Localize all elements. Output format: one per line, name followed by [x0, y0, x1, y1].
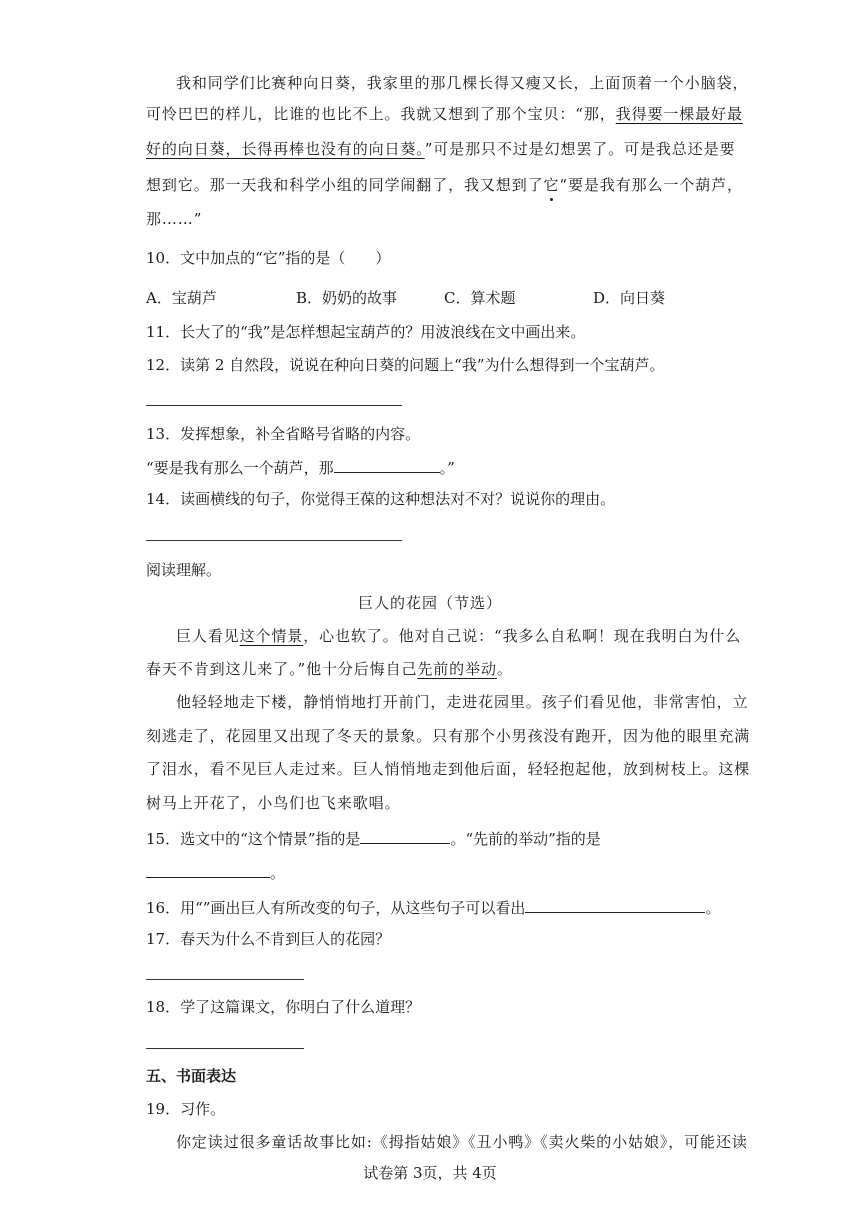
blank-15-a[interactable]: [360, 827, 450, 844]
option-a[interactable]: A．宝葫芦: [146, 289, 217, 307]
question-text: 。: [270, 864, 286, 882]
question-18: 18．学了这篇课文，你明白了什么道理？: [146, 998, 421, 1016]
question-text: 。“先前的举动”指的是: [450, 830, 601, 848]
question-text: 。: [705, 899, 721, 917]
blank-15-b[interactable]: [146, 861, 270, 878]
underlined-phrase: 先前的举动: [417, 660, 497, 678]
underlined-sentence: 好的向日葵，长得再棒也没有的向日葵。: [146, 140, 425, 158]
passage1-line-5: [146, 209, 202, 229]
fill-text: 。”: [439, 459, 455, 477]
passage1-line-2: [146, 104, 743, 124]
passage2-p1-line-2: [146, 659, 513, 679]
answer-line-18[interactable]: [146, 1048, 304, 1049]
question-12: 12．读第 2 自然段，说说在种向日葵的问题上“我”为什么想得到一个宝葫芦。: [146, 356, 665, 374]
question-13: 13．发挥想象，补全省略号省略的内容。: [146, 425, 421, 443]
passage2-text: ，心也软了。他对自己说：“我多么自私啊！现在我明白为什么: [303, 627, 742, 645]
blank-16[interactable]: [525, 896, 705, 913]
question-19: 19．习作。: [146, 1100, 226, 1118]
passage2-text: 春天不肯到这儿来了。”他十分后悔自己: [146, 660, 418, 678]
passage2-text: 巨人看见: [176, 627, 240, 645]
passage2-p2-line-4: 树马上开花了，小鸟们也飞来歌唱。: [146, 794, 401, 812]
reading-label: 阅读理解。: [146, 561, 222, 579]
question-16: [146, 896, 720, 918]
passage2-p2-line-2: 刻逃走了，花园里又出现了冬天的景象。只有那个小男孩没有跑开，因为他的眼里充满: [146, 727, 751, 745]
section-title: 五、书面表达: [146, 1067, 237, 1085]
passage1-text: 可怜巴巴的样儿，比谁的也比不上。我就又想到了那个宝贝：“那，: [146, 105, 616, 123]
passage2-p1-line-1: [176, 626, 741, 646]
passage1-text: 那……”: [146, 210, 203, 228]
passage2-p2-line-1: 他轻轻地走下楼，静悄悄地打开前门，走进花园里。孩子们看见他，非常害怕，立: [176, 693, 749, 711]
blank-13[interactable]: [334, 456, 440, 473]
passage2-text: 。: [496, 660, 513, 678]
passage1-line-3: [146, 139, 735, 159]
question-19-line-1: 你定读过很多童话故事比如:《拇指姑娘》《丑小鸭》《卖火柴的小姑娘》，可能还读: [176, 1133, 748, 1151]
answer-line-14[interactable]: [146, 540, 402, 541]
page-footer: 试卷第 3页，共 4页: [363, 1164, 497, 1182]
question-15: [146, 827, 601, 849]
dotted-character: 它: [543, 176, 560, 194]
question-17: 17．春天为什么不肯到巨人的花园？: [146, 930, 391, 948]
passage2-p2-line-3: 了泪水，看不见巨人走过来。巨人悄悄地走到他后面，轻轻抱起他，放到树枝上。这棵: [146, 760, 751, 778]
question-14: 14．读画横线的句子，你觉得王葆的这种想法对不对？说说你的理由。: [146, 490, 616, 508]
answer-line-12[interactable]: [146, 405, 402, 406]
option-c[interactable]: C．算术题: [444, 289, 516, 307]
option-d[interactable]: D．向日葵: [593, 289, 666, 307]
fill-text: “要是我有那么一个葫芦，那: [146, 459, 334, 477]
passage1-text: ”可是那只不过是幻想罢了。可是我总还是要: [424, 140, 736, 158]
passage1-line-4: [146, 175, 743, 195]
answer-line-17[interactable]: [146, 979, 304, 980]
question-10: 10．文中加点的“它”指的是（ ）: [146, 249, 391, 267]
question-text: 16．用“”画出巨人有所改变的句子，从这些句子可以看出: [146, 899, 526, 917]
passage1-text: “要是我有那么一个葫芦，: [559, 176, 743, 194]
question-15-cont: [146, 861, 285, 883]
passage1-text: 想到它。那一天我和科学小组的同学闹翻了，我又想到了: [146, 176, 544, 194]
question-13-fill: [146, 456, 455, 478]
underlined-phrase: 这个情景: [239, 627, 304, 645]
passage2-title: 巨人的花园（节选）: [357, 594, 502, 612]
underlined-sentence: 我得要一棵最好最: [615, 105, 743, 123]
question-11: 11．长大了的“我”是怎样想起宝葫芦的？用波浪线在文中画出来。: [146, 323, 586, 341]
option-b[interactable]: B．奶奶的故事: [296, 289, 398, 307]
question-text: 15．选文中的“这个情景”指的是: [146, 830, 361, 848]
passage1-line-1: [176, 73, 748, 93]
passage1-text: 我和同学们比赛种向日葵，我家里的那几棵长得又瘦又长，上面顶着一个小脑袋，: [176, 74, 749, 92]
